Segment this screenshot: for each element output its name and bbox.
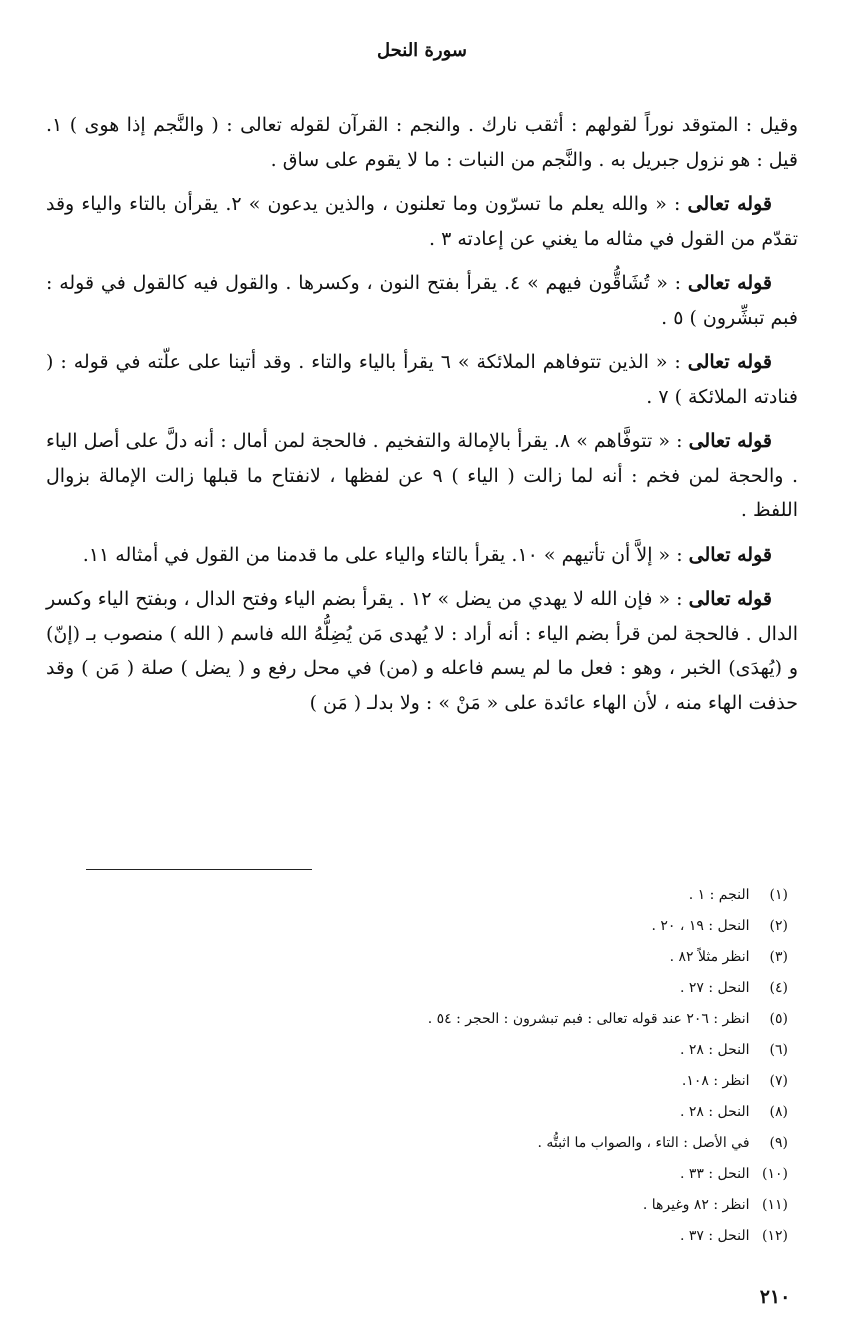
footnote-item (88, 911, 788, 942)
paragraph-keyword: قوله تعالى (688, 430, 773, 452)
footnote-text: النحل : ٣٣ . (679, 1166, 750, 1182)
paragraph-text: : « إلاَّ أن تأتيهم » ١٠. يقرأ بالتاء والياء على ما قدمنا من القول في أمثاله ١١. (82, 543, 689, 566)
paragraph-4 (46, 345, 798, 414)
paragraph-text: : « الذين تتوفاهم الملائكة » ٦ يقرأ بالياء والتاء . وقد أتينا على علّته في قوله : ( فنادته الملائكة ) ٧ . (46, 351, 798, 408)
paragraph-text: : « والله يعلم ما تسرّون وما تعلنون ، والذين يدعون » ٢. يقرأن بالتاء والياء وقد تقدّم من القول في مثاله ما يغني عن إعادته ٣ . (46, 193, 798, 250)
paragraph-6 (46, 538, 798, 573)
footnote-text: النحل : ٢٨ . (679, 1104, 750, 1120)
footnote-text: انظر مثلاً ٨٢ . (669, 949, 750, 965)
paragraph-text: : « فإن الله لا يهدي من يضل » ١٢ . يقرأ بضم الياء وفتح الدال ، وبفتح الياء وكسر الدال . فالحجة لمن قرأ بضم الياء : أنه أراد : لا يُهدى مَن يُضِلُّهُ الله فاسم ( الله ) منصوب بـ (إنّ) و (يُهدَى) الخبر ، وهو : فعل ما لم يسم فاعله و (من) في محل رفع و ( يضل ) صلة ( مَن ) وقد حذفت الهاء منه ، لأن الهاء عائدة على « مَنْ » : ولا بدلـ ( مَن ) (46, 588, 798, 714)
footnote-number: (١٢) (762, 1228, 788, 1244)
page-header-title: سورة النحل (377, 40, 467, 61)
footnote-text: النحل : ٣٧ . (679, 1228, 750, 1244)
footnote-number: (١٠) (762, 1166, 788, 1182)
footnote-text: انظر : ١٠٨. (681, 1073, 750, 1089)
paragraph-2 (46, 187, 798, 256)
paragraph-5 (46, 424, 798, 528)
footnote-number: (٨) (769, 1104, 788, 1120)
footnote-number: (٥) (769, 1011, 788, 1027)
paragraph-keyword: قوله تعالى (687, 351, 773, 373)
footnote-divider (86, 869, 312, 870)
footnote-number: (٧) (769, 1073, 788, 1089)
footnote-number: (٣) (769, 949, 788, 965)
footnote-item (88, 1190, 788, 1221)
paragraph-keyword: قوله تعالى (688, 588, 773, 610)
footnote-text: النحل : ٢٨ . (679, 1042, 750, 1058)
footnote-item (88, 880, 788, 911)
footnote-item (88, 1066, 788, 1097)
main-text (46, 108, 798, 730)
paragraph-text: : « تتوفَّاهم » ٨. يقرأ بالإمالة والتفخيم . فالحجة لمن أمال : أنه دلَّ على أصل الياء . والحجة لمن فخم : أنه لما زالت ( الياء ) ٩ عن لفظها ، لانفتاح ما قبلها زالت الإمالة بزوال اللفظ . (46, 430, 798, 521)
paragraph-text: : « تُشَاقُّون فيهم » ٤. يقرأ بفتح النون ، وكسرها . والقول فيه كالقول في قوله : فبم تبشِّرون ) ٥ . (46, 272, 798, 329)
footnote-text: النحل : ٢٧ . (679, 980, 750, 996)
paragraph-keyword: قوله تعالى (687, 193, 772, 215)
footnote-number: (٦) (769, 1042, 788, 1058)
paragraph-keyword: قوله تعالى (688, 543, 772, 566)
footnote-number: (٩) (769, 1135, 788, 1151)
footnote-number: (٤) (769, 980, 788, 996)
footnote-item (88, 1221, 788, 1252)
footnote-text: النحل : ١٩ ، ٢٠ . (651, 918, 750, 934)
footnote-item (88, 1097, 788, 1128)
paragraph-keyword: قوله تعالى (687, 272, 773, 294)
paragraph-3 (46, 266, 798, 335)
footnote-item (88, 1159, 788, 1190)
footnote-number: (٢) (769, 918, 788, 934)
footnote-item (88, 1004, 788, 1035)
footnote-number: (١١) (762, 1197, 788, 1213)
paragraph-1 (46, 108, 798, 177)
footnote-item (88, 1128, 788, 1159)
footnote-text: في الأصل : التاء ، والصواب ما اثبتُّه . (537, 1135, 750, 1151)
footnote-item (88, 1035, 788, 1066)
footnote-text: انظر : ٢٠٦ عند قوله تعالى : فبم تبشرون : الحجر : ٥٤ . (427, 1011, 750, 1027)
footnote-text: انظر : ٨٢ وغيرها . (642, 1197, 750, 1213)
paragraph-text: وقيل : المتوقد نوراً لقولهم : أثقب نارك . والنجم : القرآن لقوله تعالى : ( والنَّجم إذا هوى ) ١. قيل : هو نزول جبريل به . والنَّجم من النبات : ما لا يقوم على ساق . (46, 114, 798, 171)
footnote-number: (١) (769, 887, 788, 903)
paragraph-7 (46, 582, 798, 720)
footnote-text: النجم : ١ . (688, 887, 750, 903)
footnote-item (88, 973, 788, 1004)
page-number: ٢١٠ (759, 1286, 791, 1308)
footnotes (88, 880, 788, 1252)
footnote-item (88, 942, 788, 973)
